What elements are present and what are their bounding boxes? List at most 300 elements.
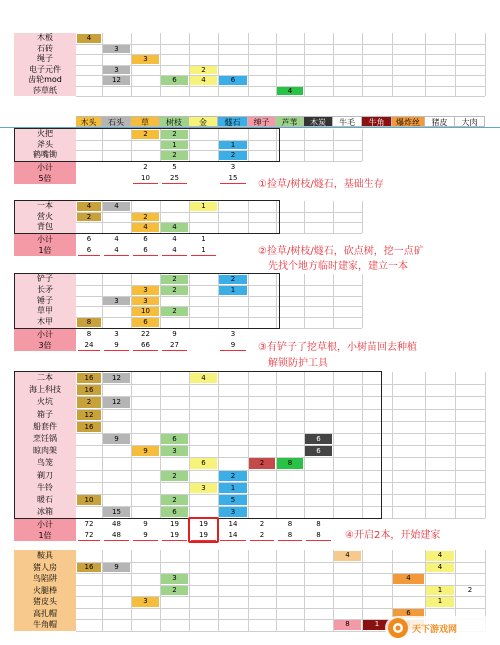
grid-line — [392, 372, 393, 384]
grid-line — [218, 384, 219, 396]
cell-value: 4 — [190, 373, 217, 383]
grid-line — [160, 65, 161, 76]
grid-line — [218, 54, 219, 65]
grid-line — [218, 433, 219, 445]
grid-line — [160, 550, 161, 562]
grid-line — [333, 562, 334, 574]
grid-line — [76, 44, 485, 45]
grid-line — [189, 585, 190, 597]
grid-line — [276, 550, 277, 562]
grid-line — [248, 140, 249, 151]
grid-line — [362, 150, 363, 161]
cell-value: 4 — [277, 87, 303, 96]
cell-value: 1 — [426, 597, 454, 607]
grid-line — [362, 306, 363, 317]
grid-line — [333, 296, 334, 307]
grid-line — [76, 317, 362, 318]
grid-line — [333, 306, 334, 317]
cell-value: 12 — [103, 397, 130, 407]
row-label: 小计 — [14, 162, 76, 173]
grid-line — [189, 421, 190, 433]
cell-value: 1 — [363, 620, 391, 630]
grid-line — [485, 470, 486, 482]
cell-value: 8 — [277, 458, 303, 468]
grid-line — [102, 608, 103, 620]
grid-line — [392, 75, 393, 86]
grid-line — [276, 396, 277, 408]
grid-line — [276, 445, 277, 457]
row-label: 小计 — [14, 329, 76, 340]
column-header: 芦苇 — [276, 116, 304, 127]
grid-line — [189, 562, 190, 574]
cell-value: 72 — [84, 520, 94, 529]
cell-value: 3 — [132, 286, 159, 295]
total-underline — [104, 540, 129, 541]
cell-value: 6 — [190, 458, 217, 468]
grid-line — [333, 482, 334, 494]
cell-value: 3 — [103, 66, 130, 75]
cell-value: 2 — [161, 586, 188, 596]
cell-value: 1 — [201, 234, 206, 243]
grid-line — [189, 596, 190, 608]
grid-line — [102, 421, 103, 433]
grid-line — [248, 409, 249, 421]
grid-line — [102, 285, 103, 296]
cell-value: 1 — [219, 141, 247, 150]
grid-line — [102, 619, 103, 631]
grid-line — [425, 396, 426, 408]
cell-value: 25 — [170, 173, 179, 182]
grid-line — [102, 274, 103, 285]
grid-line — [160, 33, 161, 44]
grid-line — [333, 65, 334, 76]
cell-value: 15 — [103, 507, 130, 517]
cell-value: 19 — [170, 531, 179, 540]
grid-line — [248, 573, 249, 585]
grid-line — [248, 482, 249, 494]
grid-line — [218, 212, 219, 223]
grid-line — [276, 129, 277, 140]
grid-line — [392, 494, 393, 506]
orange-flower-logo-icon — [387, 617, 409, 639]
total-underline — [306, 540, 331, 541]
cell-value: 2 — [259, 520, 265, 529]
row-label: 高扎帽 — [14, 608, 76, 620]
grid-line — [131, 457, 132, 469]
grid-line — [102, 150, 103, 161]
grid-line — [76, 212, 362, 213]
grid-line — [485, 44, 486, 55]
cell-value: 4 — [114, 234, 119, 243]
column-header: 牛角 — [362, 116, 392, 127]
column-header: 树枝 — [160, 116, 189, 127]
grid-line — [455, 372, 456, 384]
cell-value: 8 — [86, 330, 92, 338]
grid-line — [102, 445, 103, 457]
grid-line — [131, 140, 132, 151]
column-header: 木炭 — [304, 116, 333, 127]
grid-line — [248, 54, 249, 65]
grid-line — [304, 285, 305, 296]
grid-line — [485, 562, 486, 574]
grid-line — [189, 212, 190, 223]
grid-line — [304, 482, 305, 494]
grid-line — [425, 54, 426, 65]
grid-line — [333, 585, 334, 597]
gold-total-highlight — [188, 517, 219, 543]
grid-line — [189, 409, 190, 421]
grid-line — [392, 585, 393, 597]
grid-line — [189, 54, 190, 65]
total-underline — [191, 255, 216, 256]
grid-line — [102, 585, 103, 597]
grid-line — [333, 470, 334, 482]
grid-line — [76, 306, 362, 307]
grid-line — [333, 75, 334, 86]
grid-line — [102, 482, 103, 494]
grid-line — [485, 506, 486, 518]
grid-line — [131, 44, 132, 55]
grid-line — [304, 150, 305, 161]
cell-value: 2 — [259, 531, 265, 540]
column-header: 绅子 — [248, 116, 276, 127]
row-label: 小计 — [14, 234, 76, 245]
cell-value: 2 — [77, 397, 101, 407]
grid-line — [76, 96, 485, 97]
grid-line — [76, 421, 485, 422]
grid-line — [362, 421, 363, 433]
grid-line — [76, 470, 485, 471]
grid-line — [362, 86, 363, 97]
grid-line — [218, 421, 219, 433]
grid-line — [362, 445, 363, 457]
grid-line — [248, 75, 249, 86]
grid-line — [392, 506, 393, 518]
grid-line — [276, 222, 277, 233]
grid-line — [102, 317, 103, 328]
grid-line — [304, 86, 305, 97]
grid-line — [304, 573, 305, 585]
cell-value: 2 — [161, 495, 188, 505]
grid-line — [333, 384, 334, 396]
grid-line — [131, 494, 132, 506]
row-label: 暖石 — [14, 494, 76, 506]
grid-line — [160, 409, 161, 421]
grid-line — [102, 573, 103, 585]
grid-line — [392, 33, 393, 44]
grid-line — [362, 212, 363, 223]
grid-line — [131, 608, 132, 620]
grid-line — [455, 65, 456, 76]
grid-line — [304, 457, 305, 469]
grid-line — [362, 75, 363, 86]
grid-line — [131, 150, 132, 161]
row-label: 小计 — [14, 519, 76, 530]
grid-line — [189, 470, 190, 482]
grid-line — [362, 562, 363, 574]
grid-line — [102, 86, 103, 97]
grid-line — [362, 274, 363, 285]
grid-line — [485, 596, 486, 608]
watermark-text: 天下游戏网 — [412, 624, 458, 635]
grid-line — [485, 421, 486, 433]
grid-line — [131, 585, 132, 597]
grid-line — [276, 409, 277, 421]
grid-line — [189, 433, 190, 445]
column-header: 金 — [189, 116, 218, 127]
grid-line — [362, 608, 363, 620]
row-label: 绳子 — [14, 54, 76, 65]
grid-line — [333, 596, 334, 608]
grid-line — [333, 274, 334, 285]
cell-value: 9 — [103, 434, 130, 444]
grid-line — [333, 433, 334, 445]
grid-line — [304, 54, 305, 65]
grid-line — [304, 44, 305, 55]
grid-line — [362, 457, 363, 469]
grid-line — [189, 573, 190, 585]
grid-line — [304, 129, 305, 140]
cell-value: 10 — [132, 307, 159, 316]
cell-value: 24 — [84, 341, 94, 349]
grid-line — [333, 445, 334, 457]
grid-line — [218, 65, 219, 76]
grid-line — [333, 608, 334, 620]
grid-line — [160, 608, 161, 620]
grid-line — [131, 619, 132, 631]
grid-line — [333, 506, 334, 518]
grid-line — [362, 409, 363, 421]
grid-line — [160, 562, 161, 574]
grid-line — [248, 274, 249, 285]
row-label: 营火 — [14, 212, 76, 223]
grid-line — [160, 457, 161, 469]
row-label: 猪人房 — [14, 562, 76, 574]
cell-value: 4 — [132, 223, 159, 232]
grid-line — [304, 470, 305, 482]
row-label: 背包 — [14, 222, 76, 233]
grid-line — [218, 129, 219, 140]
cell-value: 66 — [141, 341, 150, 349]
row-label: 牛铃 — [14, 482, 76, 494]
cell-value: 12 — [103, 76, 130, 85]
grid-line — [425, 86, 426, 97]
cell-value: 72 — [84, 531, 94, 540]
section-note-2: 解锁防护工具 — [268, 358, 328, 369]
grid-line — [276, 506, 277, 518]
row-label: 齿轮mod — [14, 75, 76, 86]
grid-line — [189, 306, 190, 317]
grid-line — [102, 140, 103, 151]
grid-line — [160, 421, 161, 433]
grid-line — [218, 317, 219, 328]
grid-line — [485, 384, 486, 396]
grid-line — [276, 150, 277, 161]
grid-line — [248, 317, 249, 328]
grid-line — [455, 470, 456, 482]
grid-line — [189, 494, 190, 506]
grid-line — [362, 550, 363, 562]
grid-line — [218, 33, 219, 44]
grid-line — [248, 384, 249, 396]
grid-line — [276, 372, 277, 384]
grid-line — [276, 33, 277, 44]
grid-line — [189, 33, 190, 44]
cell-value: 2 — [219, 471, 247, 481]
grid-line — [76, 222, 362, 223]
grid-line — [362, 494, 363, 506]
row-label: 1倍 — [14, 530, 76, 541]
grid-line — [304, 212, 305, 223]
grid-line — [276, 494, 277, 506]
section-note: ②捡草/树枝/燧石，砍点树，挖一点矿 — [258, 246, 424, 257]
grid-line — [304, 274, 305, 285]
cell-value: 6 — [143, 245, 148, 254]
grid-line — [276, 585, 277, 597]
row-label: 长矛 — [14, 285, 76, 296]
grid-line — [102, 33, 103, 44]
cell-value: 8 — [316, 520, 321, 529]
grid-line — [131, 470, 132, 482]
grid-line — [131, 384, 132, 396]
cell-value: 10 — [141, 173, 150, 182]
grid-line — [304, 33, 305, 44]
cell-value: 9 — [143, 520, 148, 529]
cell-value: 6 — [393, 609, 424, 619]
grid-line — [333, 54, 334, 65]
cell-value: 4 — [190, 76, 217, 85]
grid-line — [362, 396, 363, 408]
grid-line — [248, 306, 249, 317]
grid-line — [276, 44, 277, 55]
cell-value: 6 — [132, 318, 159, 327]
grid-line — [485, 573, 486, 585]
grid-line — [276, 296, 277, 307]
grid-line — [248, 44, 249, 55]
row-label: 火把 — [14, 129, 76, 140]
column-header: 草 — [131, 116, 160, 127]
grid-line — [189, 619, 190, 631]
grid-line — [276, 140, 277, 151]
grid-line — [248, 222, 249, 233]
grid-line — [455, 506, 456, 518]
grid-line — [102, 384, 103, 396]
grid-line — [248, 396, 249, 408]
grid-line — [160, 296, 161, 307]
cell-value: 10 — [77, 495, 101, 505]
grid-line — [218, 396, 219, 408]
grid-line — [189, 44, 190, 55]
grid-line — [76, 494, 485, 495]
cell-value: 4 — [426, 551, 454, 561]
cell-value: 1 — [161, 141, 188, 150]
grid-line — [455, 409, 456, 421]
grid-line — [276, 285, 277, 296]
cell-value: 6 — [305, 434, 332, 444]
grid-line — [392, 65, 393, 76]
grid-line — [333, 150, 334, 161]
row-label: 火坑 — [14, 396, 76, 408]
cell-value: 2 — [161, 130, 188, 139]
grid-line — [189, 285, 190, 296]
grid-line — [333, 409, 334, 421]
row-label: 剃刀 — [14, 470, 76, 482]
grid-line — [455, 573, 456, 585]
total-underline — [133, 183, 158, 184]
grid-line — [102, 494, 103, 506]
grid-line — [362, 506, 363, 518]
grid-line — [276, 75, 277, 86]
cell-value: 4 — [77, 34, 101, 43]
grid-line — [218, 457, 219, 469]
grid-line — [485, 482, 486, 494]
grid-line — [485, 54, 486, 65]
column-header: 大肉 — [455, 116, 485, 127]
grid-line — [76, 396, 485, 397]
total-underline — [78, 255, 100, 256]
cell-value: 2 — [161, 307, 188, 316]
grid-line — [304, 506, 305, 518]
cell-value: 2 — [219, 275, 247, 284]
grid-line — [218, 608, 219, 620]
grid-line — [276, 201, 277, 212]
total-underline — [162, 183, 187, 184]
row-label: 莎草纸 — [14, 86, 76, 97]
grid-line — [485, 445, 486, 457]
grid-line — [304, 384, 305, 396]
grid-line — [455, 384, 456, 396]
grid-line — [248, 86, 249, 97]
total-underline — [278, 540, 302, 541]
cell-value: 8 — [287, 531, 293, 540]
cell-value: 3 — [132, 297, 159, 306]
cell-value: 22 — [141, 330, 150, 338]
grid-line — [189, 150, 190, 161]
cell-value: 3 — [190, 483, 217, 493]
total-underline — [162, 255, 187, 256]
grid-line — [362, 317, 363, 328]
grid-line — [333, 494, 334, 506]
grid-line — [131, 372, 132, 384]
grid-line — [102, 457, 103, 469]
cell-value: 15 — [228, 173, 238, 182]
grid-line — [102, 470, 103, 482]
grid-line — [485, 550, 486, 562]
row-label: 猪皮头 — [14, 596, 76, 608]
grid-line — [485, 372, 486, 384]
grid-line — [248, 445, 249, 457]
grid-line — [333, 44, 334, 55]
grid-line — [333, 129, 334, 140]
column-header: 燧石 — [218, 116, 248, 127]
grid-line — [362, 296, 363, 307]
cell-value: 8 — [77, 318, 101, 327]
grid-line — [131, 421, 132, 433]
grid-line — [189, 396, 190, 408]
grid-line — [425, 433, 426, 445]
grid-line — [76, 161, 362, 162]
grid-line — [425, 506, 426, 518]
grid-line — [333, 201, 334, 212]
cell-value: 3 — [161, 446, 188, 456]
grid-line — [131, 482, 132, 494]
total-underline — [220, 540, 246, 541]
grid-line — [362, 433, 363, 445]
grid-line — [304, 306, 305, 317]
grid-line — [248, 150, 249, 161]
grid-line — [425, 445, 426, 457]
grid-line — [102, 306, 103, 317]
